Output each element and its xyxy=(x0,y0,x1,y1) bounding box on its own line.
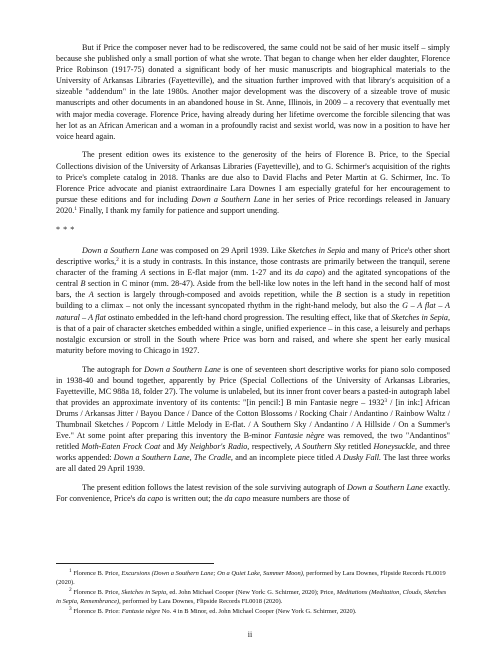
text-run: was removed, the two "Andantinos" retitled xyxy=(56,431,451,452)
text-run: The last three works are all dated 29 April 1939. xyxy=(56,453,450,474)
italic-text: Down a Southern Lane xyxy=(144,364,221,374)
text-run: section is a study in repetition building to a climax – not only the incessant syncopated rhythm in the right-hand melody, but also the xyxy=(56,290,451,311)
text-run: exactly. For convenience, Price's xyxy=(56,483,450,504)
text-run: and three works appended: xyxy=(56,442,450,463)
italic-text: Moth-Eaten Frock Coat xyxy=(81,442,161,452)
italic-text: Fantasie nègre xyxy=(274,431,325,441)
italic-text: A Southern Sky xyxy=(295,442,346,452)
italic-text: Sketches in Sepia xyxy=(288,246,346,255)
italic-text: A Dusky Fall. xyxy=(335,453,382,463)
italic-text: Meditations (Meditation, Clouds, Sketches in Sepia, Remembrance), xyxy=(56,589,447,605)
text-run: is that of a pair of character sketches embedded within a single, unified experience – in this case, a leisurely and perhaps nostalgic excursion or stroll in the South where Price was born and raised, and where she spent her early musical maturity before moving to Chicago in 1927. xyxy=(56,323,450,355)
text-run: was composed on 29 April 1939. Like xyxy=(158,246,289,255)
footnote-3 xyxy=(56,608,450,617)
italic-text: G – A flat – A natural – A flat xyxy=(56,301,450,322)
footnote-rule xyxy=(56,563,214,564)
text-run: performed by Lara Downes, Flipside Records FL0019 (2020). xyxy=(56,570,446,586)
footnote-ref: 2 xyxy=(116,257,119,264)
text-run: and xyxy=(160,442,177,452)
text-run: performed by Lara Downes, Flipside Records FL0018 (2020). xyxy=(120,597,283,605)
italic-text: Down a Southern Lane xyxy=(82,246,159,255)
footnotes xyxy=(56,570,450,618)
italic-text: da capo xyxy=(295,268,323,278)
italic-text: Down a Southern Lane xyxy=(191,194,270,204)
text-run: Finally, I thank my family for patience and support unending. xyxy=(76,205,280,215)
text-run: ed. John Michael Cooper (New York: G. Schirmer, 2020); Price, xyxy=(167,589,337,596)
footnote-ref: 1 xyxy=(74,205,77,212)
italic-text: Down a Southern Lane xyxy=(347,483,423,493)
text-run: and an incomplete piece titled xyxy=(232,453,336,463)
text-run: is one of seventeen short descriptive works for piano solo composed in 1938-40 and bound together, apparently by Price (Special Collections of the University of Arkansas Libraries, Fayetteville, MC 988a 18, folder 27). The volume is unlabeled, but its inner front cover bears a pasted-in autograph label that provides an approximate inventory of its contents: "[in pencil:] B min Fantasie negre – 1932 xyxy=(56,364,451,407)
text-run: section is largely through-composed and avoids repetition, while the xyxy=(93,290,337,300)
italic-text: Fantasie nègre xyxy=(121,608,161,615)
footnote-ref: 3 xyxy=(384,397,388,404)
footnote-2 xyxy=(56,589,450,606)
italic-text: Excursions (Down a Southern Lane; On a Quiet Lake, Summer Moon), xyxy=(121,570,305,577)
text-run: Florence B. Price, xyxy=(71,570,122,577)
text-run: The autograph for xyxy=(82,364,145,374)
italic-text: My Neighbor's Radio, xyxy=(176,442,250,452)
italic-text: B xyxy=(336,290,342,300)
italic-text: B xyxy=(80,279,86,289)
italic-text: Honeysuckle, xyxy=(373,442,418,452)
body-text xyxy=(56,42,450,512)
text-run: in her series of Price recordings released in January 2020. xyxy=(56,194,451,215)
text-run: retitled xyxy=(345,442,374,452)
text-run: measure numbers are those of xyxy=(250,494,350,504)
text-run: is written out; the xyxy=(163,494,225,504)
italic-text: Sketches in Sepia, xyxy=(121,589,168,596)
text-run: and many of Price's other short descriptive works, xyxy=(56,246,451,267)
text-run: Florence B. Price: xyxy=(71,608,122,615)
paragraph-1 xyxy=(56,42,450,142)
paragraph-2 xyxy=(56,149,450,216)
text-run: respectively, xyxy=(249,442,296,452)
text-run: ostinato embedded in the left-hand chord progression. The resulting effect, like that of xyxy=(105,312,392,322)
italic-text: A xyxy=(140,268,146,278)
italic-text: A xyxy=(88,290,94,300)
footnote-ref: 3 xyxy=(69,606,72,612)
text-run: Florence B. Price, xyxy=(71,589,122,596)
footnote-1 xyxy=(56,570,450,587)
text-run: sections in E-flat major (mm. 1-27 and its xyxy=(145,268,296,278)
paragraph-4 xyxy=(56,364,450,475)
footnote-ref: 2 xyxy=(69,587,72,593)
italic-text: da capo xyxy=(224,494,251,504)
italic-text: Down a Southern Lane, The Cradle, xyxy=(113,453,233,463)
text-run: No. 4 in B Minor, ed. John Michael Cooper (New York G. Schirmer, 2020). xyxy=(160,608,357,615)
footnote-ref: 1 xyxy=(69,568,72,574)
italic-text: da capo xyxy=(137,494,164,504)
text-run: it is a study in contrasts. In this instance, those contrasts are primarily between the tranquil, serene character of the framing xyxy=(56,257,450,278)
text-run: / [in ink:] African Drums / Arkansas Jitter / Bayou Dance / Dance of the Cotton Blossoms / Rocking Chair / Andantino / Rainbow Waltz / Thumbnail Sketches / Popcorn / Little Melody in E-flat. / A Southern Sky / Andantino / A Hillside / On a Summer's Eve." At some point after preparing this inventory the B-minor xyxy=(56,397,450,441)
text-run: section in C minor (mm. 28-47). Aside from the bell-like low notes in the left hand in the second half of most bars, the xyxy=(56,279,450,300)
text-run: ) and the agitated syncopations of the central xyxy=(56,268,451,289)
paragraph-3 xyxy=(56,245,450,356)
text-run: The present edition follows the latest revision of the sole surviving autograph of xyxy=(82,483,348,493)
paragraph-5 xyxy=(56,482,450,504)
section-separator: * * * xyxy=(56,225,75,234)
page-number: ii xyxy=(247,630,253,639)
text-run: The present edition owes its existence to the generosity of the heirs of Florence B. Price, to the Special Collections division of the University of Arkansas Libraries (Fayetteville), and to G. Schirmer's acquisition of the rights to Price's complete catalog in 2018. Thanks are due also to David Flachs and Peter Martin at G. Schirmer, Inc. To Florence Price advocate and pianist extraordinaire Lara Downes I am especially grateful for her encouragement to pursue these editions and for including xyxy=(56,150,450,204)
italic-text: Sketches in Sepia, xyxy=(391,312,451,322)
text-run: But if Price the composer never had to be rediscovered, the same could not be said of her music itself – simply because she published only a small portion of what she wrote. That began to change when her elder daughter, Florence Price Robinson (1917-75) donated a significant body of her music manuscripts and biographical materials to the University of Arkansas Libraries (Fayetteville), and the situation further improved with that library's acquisition of a sizeable "addendum" in the late 1980s. Another major development was the discovery of a sizeable trove of music manuscripts and other documents in an abandoned house in St. Anne, Illinois, in 2009 – a recovery that eventually met with major media coverage. Florence Price, having already during her lifetime overcome the forcible silencing that was her lot as an African American and a woman in a profoundly racist and sexist world, was now in a position to have her voice heard again. xyxy=(56,43,450,141)
